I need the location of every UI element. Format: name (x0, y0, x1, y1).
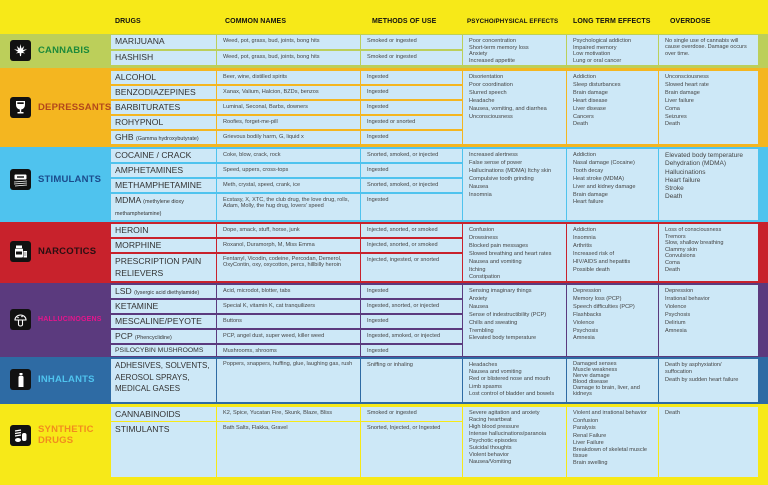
overdose (659, 149, 758, 220)
overdose-item: Amnesia (665, 327, 687, 334)
common-names: Coke, blow, crack, rock (217, 149, 360, 162)
effect-item: Blocked pain messages (469, 242, 529, 249)
drug-name: CANNABINOIDS (111, 407, 216, 421)
common-names: PCP, angel dust, super weed, killer weed (217, 330, 360, 343)
common-names: Grievous bodily harm, G, liquid x (217, 131, 360, 144)
category-cannabis (10, 40, 90, 61)
method-of-use: Ingested (361, 315, 462, 328)
overdose-item: Slowed heart rate (665, 81, 709, 88)
drug-name: MARIJUANA (111, 35, 216, 49)
overdose-item: Brain damage (665, 89, 700, 96)
long-term-item: Tooth decay (573, 167, 604, 174)
method-of-use: Sniffing or inhaling (361, 359, 462, 402)
common-names: Xanax, Valium, Halcion, BZDs, benzos (217, 86, 360, 99)
long-term-item: Heart disease (573, 97, 608, 104)
method-of-use: Injected, snorted, or smoked (361, 239, 462, 252)
long-term-item: Sleep disturbances (573, 81, 621, 88)
category-label: CANNABIS (38, 45, 90, 56)
overdose (659, 71, 758, 144)
drug-name: HEROIN (111, 224, 216, 237)
method-of-use: Ingested (361, 164, 462, 177)
method-of-use: Snorted, Injected, or Ingested (361, 422, 462, 477)
method-of-use: Ingested, snorted, or injected (361, 300, 462, 313)
long-term-item: Low motivation (573, 51, 611, 58)
common-names: Fentanyl, Vicodin, codeine, Percodan, Demerol, OxyContin, oxy, oxycotton, percs, hillbilly heroin (217, 254, 360, 281)
long-term-effects (567, 71, 658, 144)
overdose-item: Dehydration (MDMA) (665, 160, 727, 168)
effect-item: Compulsive tooth grinding (469, 175, 534, 182)
mushroom-icon (10, 309, 31, 330)
long-term-item: Addiction (573, 152, 597, 158)
method-of-use: Ingested (361, 86, 462, 99)
common-names: Special K, vitamin K, cat tranquilizers (217, 300, 360, 313)
category-label: STIMULANTS (38, 174, 102, 185)
long-term-item: Liver disease (573, 105, 606, 112)
drug-name: COCAINE / CRACK (111, 149, 216, 162)
long-term-item: Damaged senses (573, 361, 617, 367)
common-names: Speed, uppers, cross-tops (217, 164, 360, 177)
long-term-effects (567, 149, 658, 220)
overdose-item: Depression (665, 288, 694, 294)
long-term-item: Nasal damage (Cocaine) (573, 159, 635, 166)
long-term-item: Death (573, 121, 588, 128)
overdose-item: Heart failure (665, 176, 701, 184)
method-of-use: Smoked or ingested (361, 51, 462, 65)
method-of-use: Ingested (361, 194, 462, 220)
method-of-use: Smoked or ingested (361, 35, 462, 49)
effect-item: Unconsciousness (469, 113, 513, 120)
effect-item: Sensing imaginary things (469, 288, 532, 294)
common-names: Buttons (217, 315, 360, 328)
effect-item: Insomnia (469, 191, 492, 198)
header-row (0, 0, 768, 34)
column-header-psycho-physical-effects: PSYCHO/PHYSICAL EFFECTS (467, 18, 559, 25)
effect-item: Increased alertness (469, 152, 518, 158)
category-label: INHALANTS (38, 374, 95, 385)
drug-name: BARBITURATES (111, 101, 216, 114)
drug-name: MDMA (methylene dioxy methamphetamine) (111, 194, 216, 220)
long-term-item: Liver and kidney damage (573, 183, 636, 190)
method-of-use: Ingested (361, 71, 462, 84)
long-term-item: Insomnia (573, 234, 596, 241)
category-hallucinogens (10, 309, 102, 330)
overdose (659, 285, 758, 356)
overdose-item: Death (665, 121, 680, 128)
category-label: DEPRESSANTS (38, 102, 112, 113)
overdose-item: Coma (665, 259, 680, 266)
drug-name: MESCALINE/PEYOTE (111, 315, 216, 328)
category-band-depressants (0, 68, 768, 147)
method-of-use: Ingested (361, 345, 462, 356)
method-of-use: Snorted, smoked, or injected (361, 179, 462, 192)
long-term-item: Violent and irrational behavior (573, 410, 647, 416)
effect-item: Anxiety (469, 295, 488, 302)
effect-item: Headache (469, 97, 495, 104)
drug-name: KETAMINE (111, 300, 216, 313)
common-names: Weed, pot, grass, bud, joints, bong hits (217, 35, 360, 49)
drug-name: LSD (lysergic acid diethylamide) (111, 285, 216, 298)
effect-item: Nausea and vomiting (469, 258, 522, 265)
effect-item: Headaches (469, 362, 498, 368)
cannabis-leaf-icon (10, 40, 31, 61)
effect-item: Hallucinations (MDMA) Itchy skin (469, 167, 552, 174)
overdose (659, 224, 758, 281)
long-term-item: Memory loss (PCP) (573, 295, 622, 302)
effect-item: Nausea (469, 183, 489, 190)
effect-item: Trembling (469, 327, 494, 334)
category-band-cannabis (0, 34, 768, 68)
long-term-item: Heat stroke (MDMA) (573, 175, 624, 182)
long-term-item: Confusion (573, 417, 599, 424)
psycho-physical-effects (463, 35, 566, 65)
method-of-use: Ingested, smoked, or injected (361, 330, 462, 343)
long-term-effects (567, 407, 658, 477)
long-term-item: Brain damage (573, 191, 608, 198)
common-names: Luminal, Seconal, Barbs, downers (217, 101, 360, 114)
psycho-physical-effects (463, 71, 566, 144)
long-term-item: Liver Failure (573, 440, 604, 447)
drug-name: METHAMPHETAMINE (111, 179, 216, 192)
category-band-stimulants (0, 147, 768, 222)
overdose: No single use of cannabis will cause overdose. Damage occurs over time. (659, 35, 758, 65)
overdose-item: Delirium (665, 319, 686, 326)
overdose (659, 407, 758, 477)
category-inhalants (10, 369, 95, 390)
common-names: K2, Spice, Yucatan Fire, Skunk, Blaze, Bliss (217, 407, 360, 421)
effect-item: Limb spasms (469, 383, 502, 390)
overdose-item: Seizures (665, 113, 687, 120)
method-of-use: Injected, snorted, or smoked (361, 224, 462, 237)
effect-item: Disorientation (469, 74, 504, 80)
long-term-item: Amnesia (573, 335, 595, 342)
drug-name: AMPHETAMINES (111, 164, 216, 177)
psycho-physical-effects (463, 149, 566, 220)
long-term-item: Paralysis (573, 425, 596, 432)
long-term-effects (567, 35, 658, 65)
effect-item: Slowed breathing and heart rates (469, 250, 552, 257)
drug-name: GHB (Gamma hydroxybutyrate) (111, 131, 216, 144)
long-term-item: Increased risk of (573, 250, 615, 257)
long-term-item: Damage to brain, liver, and kidneys (573, 384, 640, 397)
overdose (659, 359, 758, 402)
category-synthetic-drugs (10, 424, 94, 446)
long-term-item: Impaired memory (573, 44, 617, 51)
wine-glass-icon (10, 97, 31, 118)
long-term-item: Cancers (573, 113, 594, 120)
long-term-item: Breakdown of skeletal muscle tissue (573, 446, 647, 459)
category-band-synthetic-drugs (0, 404, 768, 485)
drug-name: MORPHINE (111, 239, 216, 252)
overdose-item: Tremors (665, 233, 686, 240)
spray-can-icon (10, 369, 31, 390)
effect-item: Poor coordination (469, 81, 513, 88)
method-of-use: Injected, ingested, or snorted (361, 254, 462, 281)
long-term-effects (567, 224, 658, 281)
effect-item: Short-term memory loss (469, 44, 529, 51)
psycho-physical-effects (463, 407, 566, 477)
effect-item: Severe agitation and anxiety (469, 410, 540, 416)
effect-item: Sense of indestructibility (PCP) (469, 311, 547, 318)
pill-bottle-icon (10, 241, 31, 262)
long-term-item: Muscle weakness (573, 366, 618, 373)
overdose-item: Stroke (665, 185, 684, 193)
effect-item: Constipation (469, 274, 501, 281)
effect-item: Drowsiness (469, 234, 498, 241)
psycho-physical-effects (463, 285, 566, 356)
long-term-item: Flashbacks (573, 311, 602, 318)
overdose-item: Unconsciousness (665, 74, 709, 80)
overdose-item: Death (665, 193, 683, 201)
long-term-item: Speech difficulties (PCP) (573, 303, 635, 310)
long-term-item: Psychosis (573, 327, 599, 334)
drug-name: HASHISH (111, 51, 216, 65)
overdose-item: Psychosis (665, 311, 691, 318)
overdose-item: Coma (665, 105, 680, 112)
effect-item: High blood pressure (469, 424, 520, 430)
razor-blade-icon (10, 169, 31, 190)
long-term-item: Brain damage (573, 89, 608, 96)
overdose-item: Liver failure (665, 97, 694, 104)
effect-item: Racing heartbeat (469, 417, 512, 423)
overdose-item: Irrational behavior (665, 295, 710, 302)
drug-name: ROHYPNOL (111, 116, 216, 129)
overdose-item: Hallucinations (665, 168, 706, 176)
long-term-effects (567, 285, 658, 356)
effect-item: Itching (469, 266, 486, 273)
method-of-use: Ingested (361, 285, 462, 298)
drug-name: PCP (Phencyclidine) (111, 330, 216, 343)
effect-item: Nausea, vomiting, and diarrhea (469, 105, 547, 112)
drug-name: STIMULANTS (111, 422, 216, 477)
long-term-item: Heart failure (573, 199, 604, 206)
category-band-hallucinogens (0, 283, 768, 357)
drug-name: BENZODIAZEPINES (111, 86, 216, 99)
long-term-effects (567, 359, 658, 402)
method-of-use: Ingested (361, 131, 462, 144)
effect-item: Psychotic episodes (469, 438, 517, 444)
effect-item: Nausea and vomiting (469, 369, 522, 376)
effect-item: Slurred speech (469, 89, 507, 96)
overdose-item: Death (665, 410, 680, 416)
effect-item: Chills and sweating (469, 319, 518, 326)
category-stimulants (10, 169, 101, 190)
method-of-use: Smoked or ingested (361, 407, 462, 421)
long-term-item: Addiction (573, 74, 597, 80)
method-of-use: Snorted, smoked, or injected (361, 149, 462, 162)
column-header-common-names: COMMON NAMES (225, 18, 287, 25)
effect-item: Elevated body temperature (469, 335, 537, 342)
common-names: Poppers, snappers, huffing, glue, laughing gas, rush (217, 359, 360, 402)
effect-item: Intense hallucinations/paranoia (469, 431, 547, 437)
effect-item: Increased appetite (469, 57, 516, 64)
column-header-long-term-effects: LONG TERM EFFECTS (573, 18, 651, 25)
long-term-item: Violence (573, 319, 595, 326)
common-names: Roxanol, Duramorph, M, Miss Emma (217, 239, 360, 252)
drug-name: ADHESIVES, SOLVENTS, AEROSOL SPRAYS, MEDICAL GASES (111, 359, 216, 402)
effect-item: Anxiety (469, 51, 488, 58)
category-label: HALLUCINOGENS (38, 316, 102, 323)
common-names: Meth, crystal, speed, crank, ice (217, 179, 360, 192)
overdose-item: Death by asphyxiation/ suffocation (665, 362, 722, 376)
drug-name: PSILOCYBIN MUSHROOMS (111, 345, 216, 356)
effect-item: Nausea (469, 303, 489, 310)
drug-name: ALCOHOL (111, 71, 216, 84)
long-term-item: Possible death (573, 266, 610, 273)
overdose-item: Violence (665, 303, 687, 310)
drug-name: PRESCRIPTION PAIN RELIEVERS (111, 254, 216, 281)
long-term-item: Renal Failure (573, 432, 607, 439)
common-names: Weed, pot, grass, bud, joints, bong hits (217, 51, 360, 65)
category-band-narcotics (0, 222, 768, 283)
long-term-item: Depression (573, 288, 602, 294)
common-names: Bath Salts, Flakka, Gravel (217, 422, 360, 477)
effect-item: Confusion (469, 227, 495, 233)
psycho-physical-effects (463, 224, 566, 281)
column-header-methods-of-use: METHODS OF USE (372, 18, 437, 25)
overdose-item: Death (665, 266, 680, 273)
long-term-item: HIV/AIDS and hepatitis (573, 258, 631, 265)
long-term-item: Lung or oral cancer (573, 57, 622, 64)
overdose-item: Clammy skin (665, 246, 698, 253)
method-of-use: Ingested (361, 101, 462, 114)
effect-item: False sense of power (469, 159, 523, 166)
psycho-physical-effects (463, 359, 566, 402)
overdose-item: Death by sudden heart failure (665, 376, 739, 383)
common-names: Beer, wine, distilled spirits (217, 71, 360, 84)
long-term-item: Brain swelling (573, 459, 608, 466)
common-names: Ecstasy, X, XTC, the club drug, the love drug, rolls, Adam, Molly, the hug drug, lovers' speed (217, 194, 360, 220)
effect-item: Red or blistered nose and mouth (469, 376, 551, 383)
category-band-inhalants (0, 357, 768, 404)
pills-icon (10, 425, 31, 446)
long-term-item: Blood disease (573, 378, 609, 385)
category-label: NARCOTICS (38, 246, 97, 257)
column-header-drugs: DRUGS (115, 18, 141, 25)
long-term-item: Psychological addiction (573, 38, 632, 44)
common-names: Dope, smack, stuff, horse, junk (217, 224, 360, 237)
overdose-item: Elevated body temperature (665, 152, 744, 159)
effect-item: Poor concentration (469, 38, 516, 44)
overdose-item: Convulsions (665, 253, 696, 260)
effect-item: Violent behavior (469, 452, 510, 458)
common-names: Acid, microdot, blotter, tabs (217, 285, 360, 298)
category-narcotics (10, 241, 96, 262)
common-names: Roofies, forget-me-pill (217, 116, 360, 129)
common-names: Mushrooms, shrooms (217, 345, 360, 356)
long-term-item: Nerve damage (573, 372, 610, 379)
effect-item: Lost control of bladder and bowels (469, 390, 555, 397)
long-term-item: Addiction (573, 227, 597, 233)
effect-item: Nausea/Vomiting (469, 459, 512, 465)
category-label: SYNTHETIC DRUGS (38, 424, 94, 446)
overdose-item: Loss of consciousness (665, 227, 722, 233)
effect-item: Suicidal thoughts (469, 445, 512, 451)
method-of-use: Ingested or snorted (361, 116, 462, 129)
overdose-item: Slow, shallow breathing (665, 240, 724, 247)
long-term-item: Arthritis (573, 242, 592, 249)
category-depressants (10, 97, 111, 118)
column-header-overdose: OVERDOSE (670, 18, 711, 25)
